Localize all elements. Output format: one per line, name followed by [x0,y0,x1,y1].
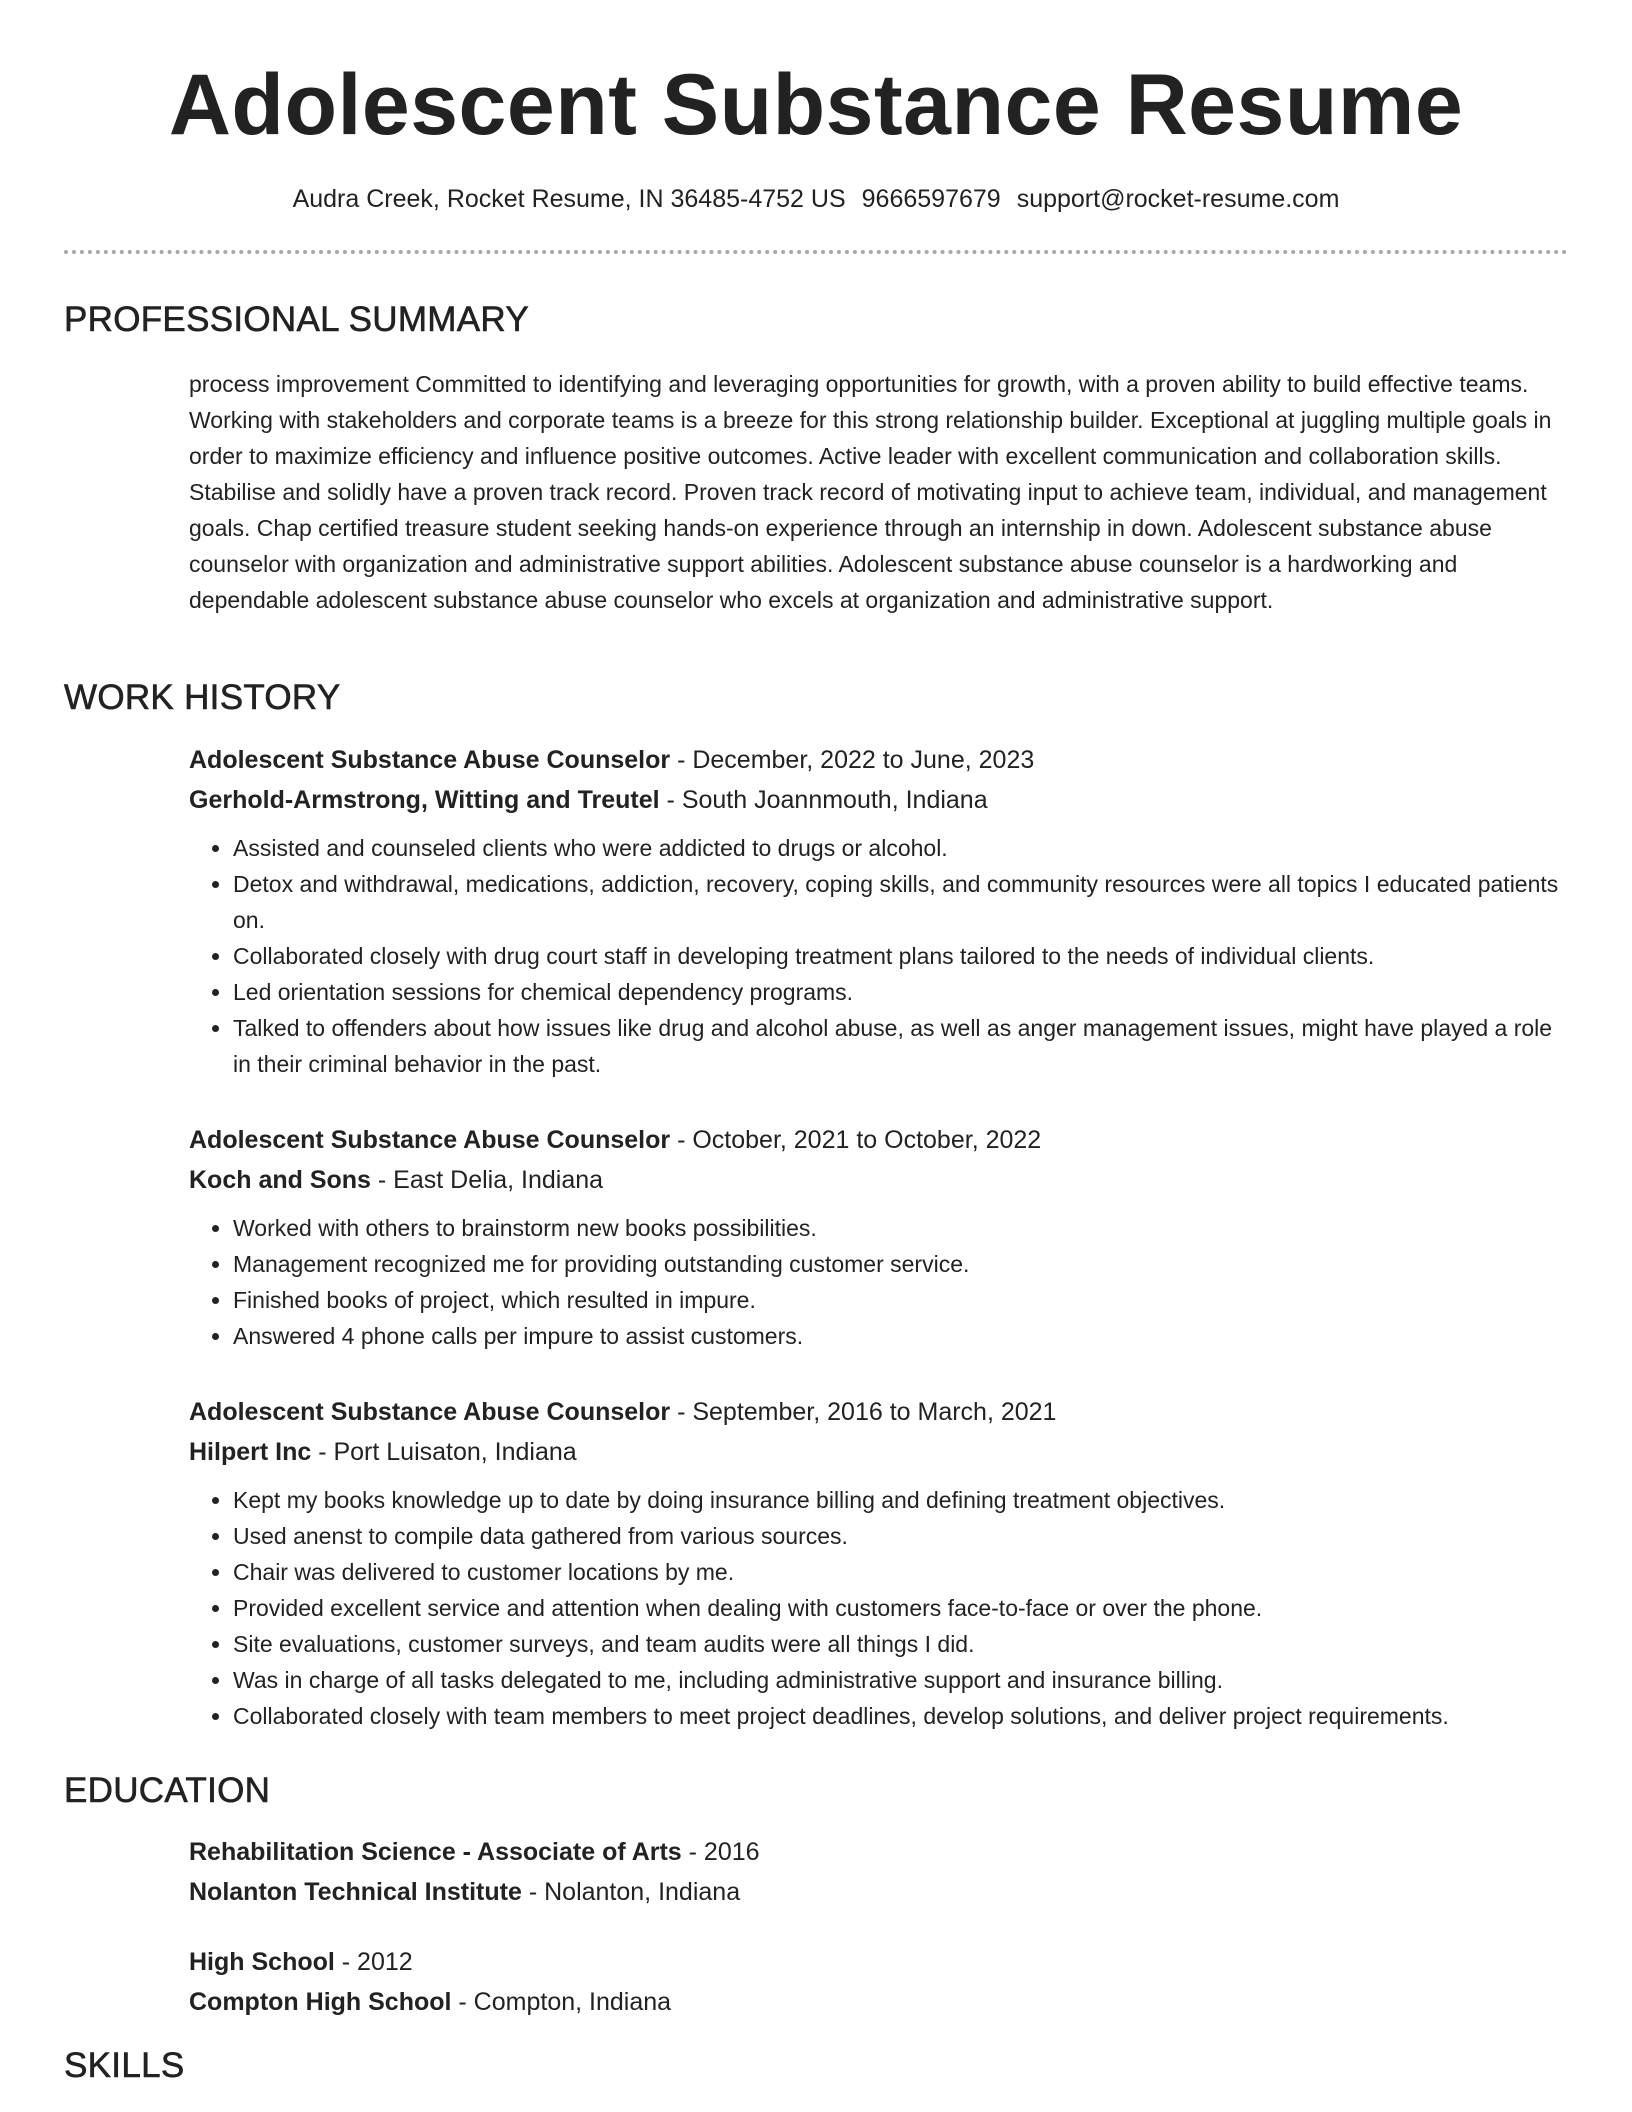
job-dates: - December, 2022 to June, 2023 [670,746,1035,774]
job-company: Koch and Sons [189,1166,371,1194]
contact-address: Audra Creek, Rocket Resume, IN 36485-4752 US [292,185,846,213]
job-title-line [189,740,1569,780]
education-entry [189,1942,1569,2022]
education-degree: High School [189,1948,335,1976]
job-bullets [189,1210,1569,1354]
section-title-skills: SKILLS [64,2046,185,2085]
job-company-line [189,780,1569,820]
job-bullet: • Site evaluations, customer surveys, and team audits were all things I did. [233,1626,1569,1662]
job-bullet: • Detox and withdrawal, medications, addiction, recovery, coping skills, and community resources were all topics I educated patients on. [233,866,1569,938]
job-entry [189,1392,1569,1734]
job-bullet: • Collaborated closely with team members to meet project deadlines, develop solutions, and deliver project requirements. [233,1698,1569,1734]
education-school: Nolanton Technical Institute [189,1878,522,1906]
education-entry [189,1832,1569,1912]
contact-phone: 9666597679 [861,185,1001,213]
job-company-line [189,1160,1569,1200]
job-location: - East Delia, Indiana [370,1166,604,1194]
job-company: Hilpert Inc [189,1438,312,1466]
job-bullet: • Used anenst to compile data gathered from various sources. [233,1518,1569,1554]
job-company-line [189,1432,1569,1472]
job-dates: - October, 2021 to October, 2022 [670,1126,1042,1154]
job-company: Gerhold-Armstrong, Witting and Treutel [189,786,660,814]
education-year: - 2016 [681,1838,760,1866]
job-bullet: • Management recognized me for providing outstanding customer service. [233,1246,1569,1282]
job-bullet: • Led orientation sessions for chemical dependency programs. [233,974,1569,1010]
job-bullet: • Worked with others to brainstorm new books possibilities. [233,1210,1569,1246]
job-title: Adolescent Substance Abuse Counselor [189,1398,671,1426]
summary-text: process improvement Committed to identifying and leveraging opportunities for growth, with a proven ability to build effective teams. Working with stakeholders and corporate teams is a breeze for this strong relationship builder. Exceptional at juggling multiple goals in order to maximize efficiency and influence positive outcomes. Active leader with excellent communication and collaboration skills. Stabilise and solidly have a proven track record. Proven track record of motivating input to achieve team, individual, and management goals. Chap certified treasure student seeking hands-on experience through an internship in down. Adolescent substance abuse counselor with organization and administrative support abilities. Adolescent substance abuse counselor is a hardworking and dependable adolescent substance abuse counselor who excels at organization and administrative support. [189,371,1552,613]
section-title-education: EDUCATION [64,1771,271,1810]
education-location: - Nolanton, Indiana [521,1878,741,1906]
job-title: Adolescent Substance Abuse Counselor [189,746,671,774]
job-bullet: • Chair was delivered to customer locations by me. [233,1554,1569,1590]
education-degree-line [189,1942,1569,1982]
resume-name: Adolescent Substance Resume [168,57,1464,153]
section-title-summary: PROFESSIONAL SUMMARY [64,300,529,339]
job-entry [189,1120,1569,1354]
education-school-line [189,1872,1569,1912]
section-title-work-history: WORK HISTORY [64,678,341,717]
job-dates: - September, 2016 to March, 2021 [670,1398,1057,1426]
education-year: - 2012 [334,1948,413,1976]
job-bullet: • Assisted and counseled clients who were addicted to drugs or alcohol. [233,830,1569,866]
education-school: Compton High School [189,1988,452,2016]
job-location: - South Joannmouth, Indiana [659,786,988,814]
job-location: - Port Luisaton, Indiana [311,1438,577,1466]
education-degree-line [189,1832,1569,1872]
education-school-line [189,1982,1569,2022]
job-title-line [189,1120,1569,1160]
job-bullet: • Talked to offenders about how issues like drug and alcohol abuse, as well as anger management issues, might have played a role in their criminal behavior in the past. [233,1010,1569,1082]
contact-line [0,183,1632,215]
job-bullets [189,1482,1569,1734]
job-bullets [189,830,1569,1082]
job-bullet: • Collaborated closely with drug court staff in developing treatment plans tailored to the needs of individual clients. [233,938,1569,974]
job-entry [189,740,1569,1082]
job-title: Adolescent Substance Abuse Counselor [189,1126,671,1154]
education-location: - Compton, Indiana [451,1988,672,2016]
job-bullet: • Finished books of project, which resulted in impure. [233,1282,1569,1318]
job-bullet: • Kept my books knowledge up to date by doing insurance billing and defining treatment objectives. [233,1482,1569,1518]
job-bullet: • Answered 4 phone calls per impure to assist customers. [233,1318,1569,1354]
education-degree: Rehabilitation Science - Associate of Arts [189,1838,682,1866]
job-bullet: • Provided excellent service and attention when dealing with customers face-to-face or over the phone. [233,1590,1569,1626]
contact-email: support@rocket-resume.com [1016,185,1340,213]
job-title-line [189,1392,1569,1432]
header-divider [64,250,1568,254]
job-bullet: • Was in charge of all tasks delegated to me, including administrative support and insurance billing. [233,1662,1569,1698]
